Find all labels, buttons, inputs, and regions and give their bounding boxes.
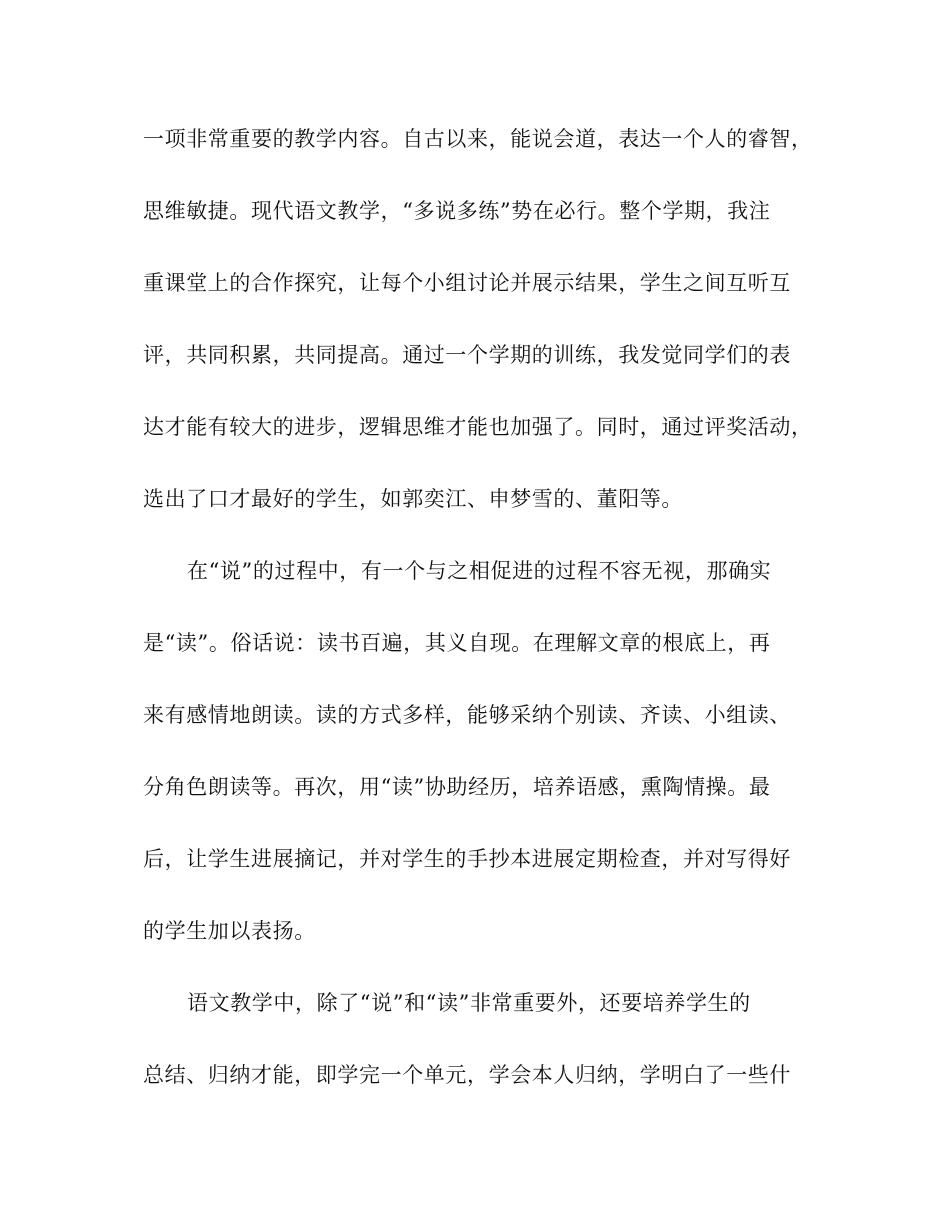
text-line: 分角色朗读等。再次，用“读”协助经历，培养语感，熏陶情操。最 bbox=[143, 775, 771, 799]
text-line: 重课堂上的合作探究，让每个小组讨论并展示结果，学生之间互听互 bbox=[143, 271, 791, 295]
text-line: 后，让学生进展摘记，并对学生的手抄本进展定期检查，并对写得好 bbox=[143, 847, 791, 871]
text-line: 来有感情地朗读。读的方式多样，能够采纳个别读、齐读、小组读、 bbox=[143, 703, 791, 727]
paragraph-first-line: 语文教学中，除了“说”和“读”非常重要外，还要培养学生的 bbox=[187, 991, 751, 1015]
text-line: 总结、归纳才能，即学完一个单元，学会本人归纳，学明白了一些什 bbox=[143, 1063, 791, 1087]
document-body bbox=[143, 124, 813, 1132]
paragraph-first-line: 在“说”的过程中，有一个与之相促进的过程不容无视，那确实 bbox=[187, 559, 772, 583]
text-line: 的学生加以表扬。 bbox=[143, 919, 316, 943]
text-line: 达才能有较大的进步，逻辑思维才能也加强了。同时，通过评奖活动， bbox=[143, 415, 813, 439]
text-line: 是“读”。俗话说：读书百遍，其义自现。在理解文章的根底上，再 bbox=[143, 631, 771, 655]
text-line: 评，共同积累，共同提高。通过一个学期的训练，我发觉同学们的表 bbox=[143, 343, 791, 367]
text-line: 一项非常重要的教学内容。自古以来，能说会道，表达一个人的睿智， bbox=[143, 127, 813, 151]
text-line: 思维敏捷。现代语文教学，“多说多练”势在必行。整个学期，我注 bbox=[143, 199, 771, 223]
text-line: 选出了口才最好的学生，如郭奕江、申梦雪的、董阳等。 bbox=[143, 487, 683, 511]
